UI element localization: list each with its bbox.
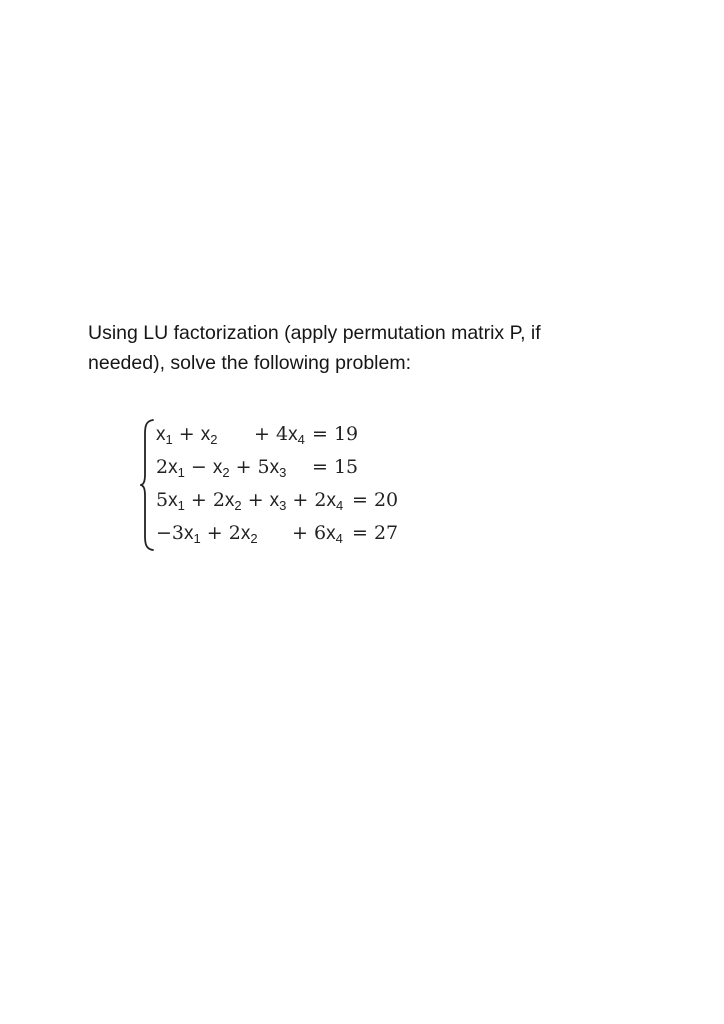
equation-1-lhs-part-1: $x_1 + x_2$ (156, 423, 218, 447)
equation-1-lhs-part-2: + $4x_4$ (254, 423, 305, 447)
problem-statement: Using LU factorization (apply permutation matrix P, if needed), solve the following problem: (88, 322, 541, 374)
equation-3 (156, 484, 426, 516)
equation-2-lhs: $2x_1 - x_2 + 5x_3$ (156, 456, 287, 480)
linear-system (140, 418, 430, 554)
equation-2 (156, 451, 426, 483)
equation-3-rhs: = 20 (352, 489, 399, 511)
equation-4-lhs-part-1: $-3x_1 + 2x_2$ (156, 522, 258, 546)
equation-2-rhs: = 15 (312, 456, 359, 478)
left-brace-icon (140, 418, 156, 552)
equation-4-rhs: = 27 (352, 522, 399, 544)
equation-4-lhs-part-2: + $6x_4$ (292, 522, 343, 546)
equation-1-rhs: = 19 (312, 423, 359, 445)
equation-4 (156, 517, 426, 549)
equation-1 (156, 418, 426, 450)
equation-3-lhs: $5x_1 + 2x_2 + x_3 + 2x_4$ (156, 489, 344, 513)
